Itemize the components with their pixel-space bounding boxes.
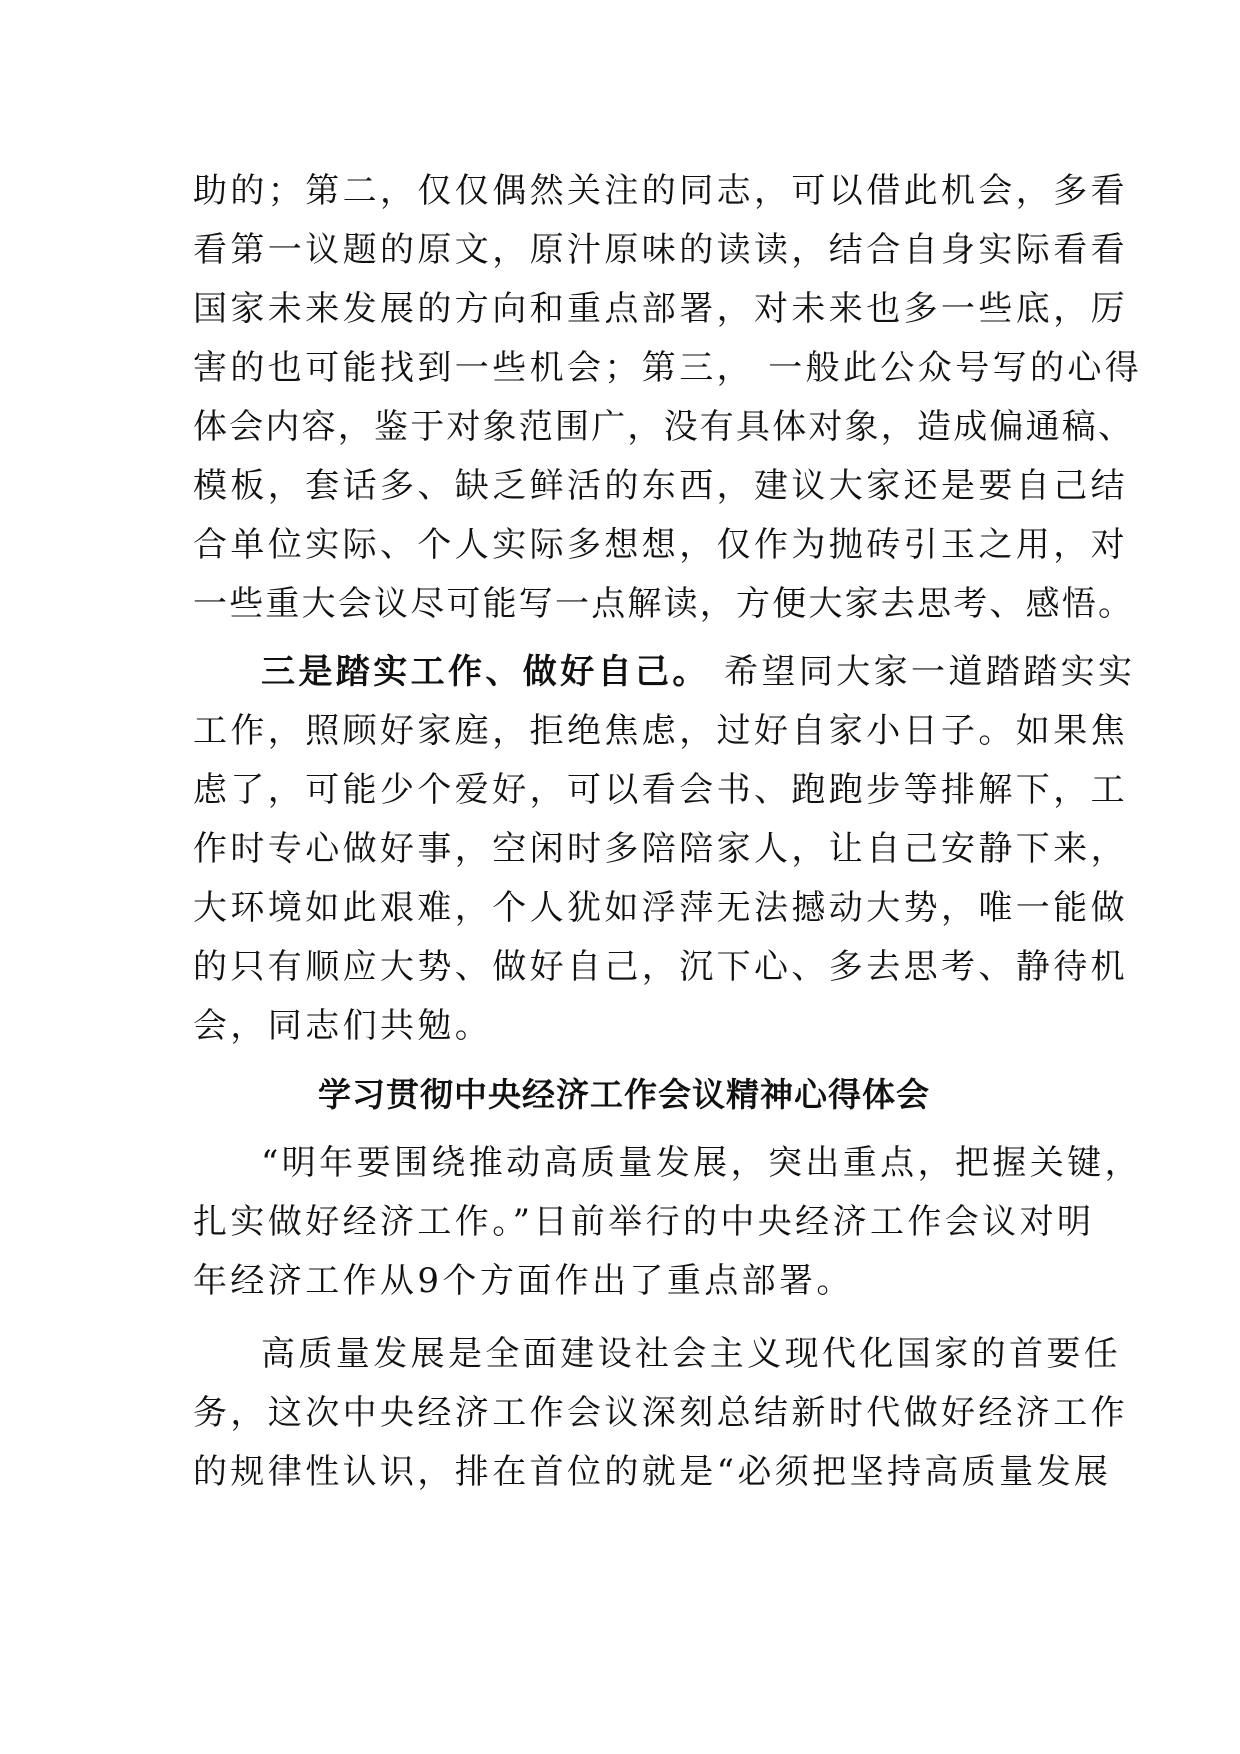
text-line: 国家未来发展的方向和重点部署，对未来也多一些底，厉 [193,289,1128,329]
text-line: 作时专心做好事，空闲时多陪陪家人，让自己安静下来， [193,829,1128,869]
text-line: 一些重大会议尽可能写一点解读，方便大家去思考、感悟。 [193,584,1135,624]
text-line: 害的也可能找到一些机会；第三， 一般此公众号写的心得 [193,348,1143,388]
text-line: 助的；第二，仅仅偶然关注的同志，可以借此机会，多看 [193,171,1128,211]
text-line: 体会内容，鉴于对象范围广，没有具体对象，造成偏通稿、 [193,407,1135,447]
section-lead-rest: 希望同大家一道踏踏实实 [709,652,1136,692]
text-line: 工作，照顾好家庭，拒绝焦虑，过好自家小日子。如果焦 [193,711,1128,751]
text-line: 年经济工作从9个方面作出了重点部署。 [193,1261,854,1301]
text-line: 扎实做好经济工作。”日前举行的中央经济工作会议对明 [193,1202,1095,1242]
text-line: 的只有顺应大势、做好自己，沉下心、多去思考、静待机 [193,947,1128,987]
paragraph-spacer [193,1311,1055,1325]
text-line: 模板，套话多、缺乏鲜活的东西，建议大家还是要自己结 [193,466,1128,506]
text-line: 务，这次中央经济工作会议深刻总结新时代做好经济工作 [193,1393,1128,1433]
paragraph-2 [193,643,1136,1056]
paragraph-spacer [193,634,1055,643]
text-line: 看第一议题的原文，原汁原味的读读，结合自身实际看看 [193,230,1128,270]
paragraph-spacer [193,1125,1055,1134]
document-body [193,162,1143,1502]
section-lead: 三是踏实工作、做好自己。 [261,652,710,692]
paragraph-4 [193,1325,1128,1502]
text-line: 合单位实际、个人实际多想想，仅作为抛砖引玉之用，对 [193,525,1128,565]
text-line: 会，同志们共勉。 [193,1006,493,1046]
text-line: 虑了，可能少个爱好，可以看会书、跑跑步等排解下，工 [193,770,1128,810]
paragraph-3 [193,1134,1142,1311]
paragraph-1 [193,162,1143,634]
text-line: “明年要围绕推动高质量发展，突出重点，把握关键， [261,1143,1142,1183]
text-line: 大环境如此艰难，个人犹如浮萍无法撼动大势，唯一能做 [193,888,1128,928]
text-line: 高质量发展是全面建设社会主义现代化国家的首要任 [261,1334,1122,1374]
paragraph-spacer [193,1056,1055,1065]
text-line: 的规律性认识，排在首位的就是“必须把坚持高质量发展 [193,1452,1112,1492]
article-title: 学习贯彻中央经济工作会议精神心得体会 [318,1075,930,1114]
text-line [193,643,1136,702]
